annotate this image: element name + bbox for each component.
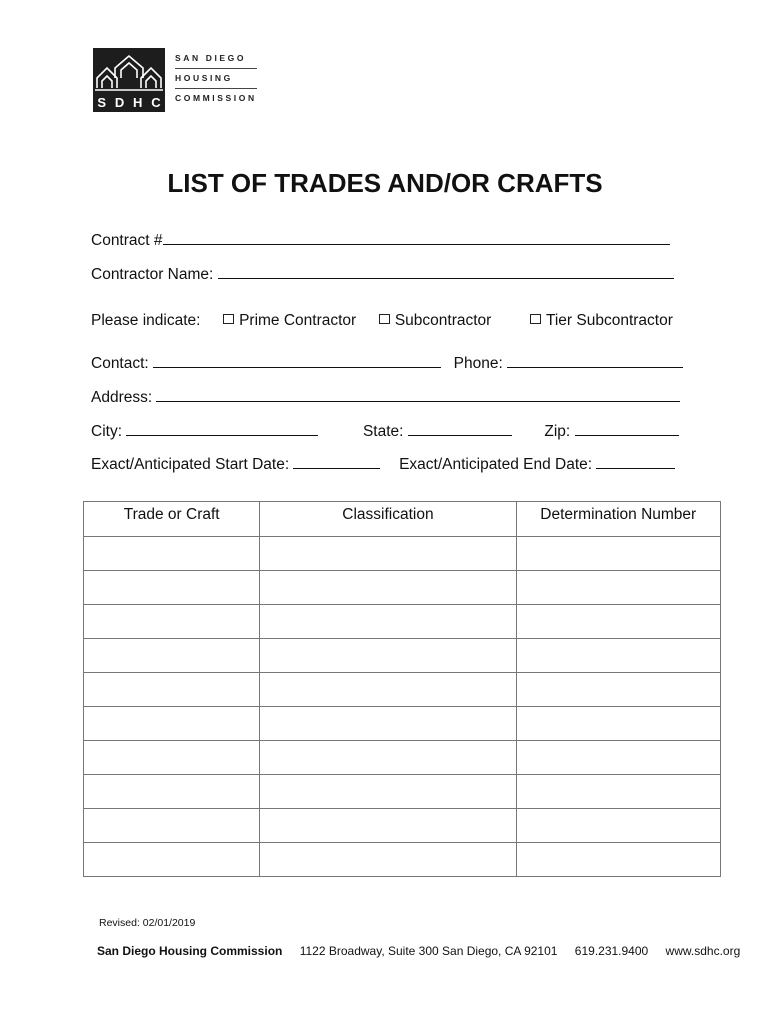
contact-row <box>91 353 683 373</box>
determination-cell[interactable] <box>516 741 720 775</box>
end-date-field[interactable] <box>596 454 675 469</box>
trade-cell[interactable] <box>84 673 260 707</box>
trade-cell[interactable] <box>84 775 260 809</box>
phone-field[interactable] <box>507 353 683 368</box>
logo-letter: H <box>133 95 143 110</box>
please-indicate-label: Please indicate: <box>91 312 201 329</box>
logo-word: SAN DIEGO <box>175 52 257 69</box>
state-label: State: <box>362 423 404 440</box>
revised-date: Revised: 02/01/2019 <box>99 917 196 929</box>
classification-cell[interactable] <box>260 741 516 775</box>
determination-cell[interactable] <box>516 775 720 809</box>
footer-org: San Diego Housing Commission <box>97 944 283 958</box>
trade-cell[interactable] <box>84 843 260 877</box>
city-label: City: <box>91 423 122 440</box>
page-title: LIST OF TRADES AND/OR CRAFTS <box>167 168 603 198</box>
trades-table <box>83 501 721 877</box>
table-header-row <box>84 502 721 537</box>
determination-cell[interactable] <box>516 809 720 843</box>
table-row <box>84 707 721 741</box>
footer-phone: 619.231.9400 <box>574 944 649 958</box>
trade-cell[interactable] <box>84 639 260 673</box>
contact-label: Contact: <box>91 355 149 372</box>
classification-cell[interactable] <box>260 537 516 571</box>
logo-letter: C <box>151 95 161 110</box>
phone-label: Phone: <box>453 355 503 372</box>
classification-cell[interactable] <box>260 639 516 673</box>
table-row <box>84 605 721 639</box>
contract-row <box>91 230 670 250</box>
address-label: Address: <box>91 389 153 406</box>
determination-cell[interactable] <box>516 571 720 605</box>
table-row <box>84 571 721 605</box>
subcontractor-checkbox[interactable] <box>379 314 390 324</box>
logo-wordmark <box>175 52 257 111</box>
address-row <box>91 387 680 407</box>
houses-icon <box>93 48 165 96</box>
logo-letter: D <box>114 95 125 110</box>
determination-cell[interactable] <box>516 707 720 741</box>
start-date-field[interactable] <box>293 454 380 469</box>
column-header-trade: Trade or Craft <box>84 502 260 537</box>
end-date-label: Exact/Anticipated End Date: <box>399 456 593 473</box>
zip-field[interactable] <box>575 421 679 436</box>
table-row <box>84 741 721 775</box>
tier-subcontractor-checkbox[interactable] <box>530 314 541 324</box>
determination-cell[interactable] <box>516 605 720 639</box>
determination-cell[interactable] <box>516 639 720 673</box>
contract-label: Contract # <box>91 232 163 249</box>
dates-row <box>91 454 675 474</box>
trade-cell[interactable] <box>84 571 260 605</box>
determination-cell[interactable] <box>516 673 720 707</box>
tier-subcontractor-label: Tier Subcontractor <box>545 312 673 329</box>
trade-cell[interactable] <box>84 707 260 741</box>
prime-contractor-checkbox[interactable] <box>223 314 234 324</box>
contractor-name-field[interactable] <box>218 264 674 279</box>
address-field[interactable] <box>156 387 680 402</box>
city-state-zip-row <box>91 421 679 441</box>
logo-mark <box>93 48 165 112</box>
classification-cell[interactable] <box>260 571 516 605</box>
subcontractor-label: Subcontractor <box>394 312 492 329</box>
logo-letters <box>93 95 165 110</box>
column-header-determination: Determination Number <box>516 502 720 537</box>
classification-cell[interactable] <box>260 707 516 741</box>
table-row <box>84 673 721 707</box>
logo-letter: S <box>97 95 107 110</box>
contractor-name-label: Contractor Name: <box>91 266 214 283</box>
footer-address: 1122 Broadway, Suite 300 San Diego, CA 92101 <box>299 944 558 958</box>
trade-cell[interactable] <box>84 537 260 571</box>
classification-cell[interactable] <box>260 809 516 843</box>
classification-cell[interactable] <box>260 775 516 809</box>
trade-cell[interactable] <box>84 741 260 775</box>
contact-field[interactable] <box>153 353 441 368</box>
logo-word: COMMISSION <box>175 93 257 103</box>
table-body <box>84 537 721 877</box>
classification-cell[interactable] <box>260 673 516 707</box>
contractor-type-row <box>91 312 673 330</box>
determination-cell[interactable] <box>516 537 720 571</box>
column-header-classification: Classification <box>260 502 516 537</box>
prime-contractor-label: Prime Contractor <box>239 312 357 329</box>
contract-field[interactable] <box>163 230 670 245</box>
determination-cell[interactable] <box>516 843 720 877</box>
table-row <box>84 843 721 877</box>
footer-website[interactable]: www.sdhc.org <box>665 944 741 958</box>
trade-cell[interactable] <box>84 605 260 639</box>
logo-word: HOUSING <box>175 72 257 89</box>
city-field[interactable] <box>126 421 318 436</box>
footer <box>97 944 754 958</box>
table-row <box>84 809 721 843</box>
classification-cell[interactable] <box>260 843 516 877</box>
start-date-label: Exact/Anticipated Start Date: <box>91 456 290 473</box>
trade-cell[interactable] <box>84 809 260 843</box>
table-row <box>84 537 721 571</box>
table-row <box>84 775 721 809</box>
state-field[interactable] <box>408 421 512 436</box>
sdhc-logo <box>93 48 259 114</box>
classification-cell[interactable] <box>260 605 516 639</box>
table-row <box>84 639 721 673</box>
contractor-name-row <box>91 264 674 284</box>
zip-label: Zip: <box>544 423 571 440</box>
